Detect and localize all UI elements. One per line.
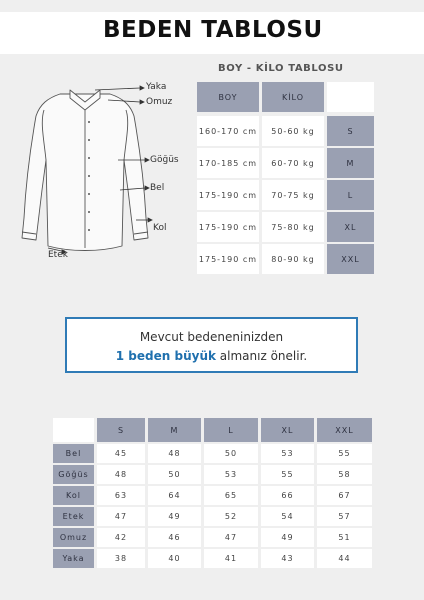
measure-cell: 49: [148, 507, 201, 526]
measure-cell: 65: [204, 486, 258, 505]
measure-row-label: Kol: [53, 486, 94, 505]
boy-kilo-cell-boy: 160-170 cm: [197, 116, 259, 146]
boy-kilo-cell-size: S: [327, 116, 374, 146]
boy-kilo-header-blank: [327, 82, 374, 112]
measure-row-label: Göğüs: [53, 465, 94, 484]
shirt-illustration-icon: [0, 60, 200, 280]
measure-cell: 44: [317, 549, 372, 568]
measure-cell: 43: [261, 549, 314, 568]
shirt-diagram: [0, 60, 200, 280]
measure-header-size: XL: [261, 418, 314, 442]
measure-cell: 54: [261, 507, 314, 526]
boy-kilo-cell-boy: 175-190 cm: [197, 212, 259, 242]
boy-kilo-cell-boy: 170-185 cm: [197, 148, 259, 178]
measure-cell: 42: [97, 528, 145, 547]
notice-highlight: 1 beden büyük: [115, 349, 216, 363]
boy-kilo-cell-boy: 175-190 cm: [197, 180, 259, 210]
label-yaka: Yaka: [146, 82, 167, 92]
measure-header-size: M: [148, 418, 201, 442]
measure-cell: 57: [317, 507, 372, 526]
boy-kilo-cell-size: M: [327, 148, 374, 178]
measure-cell: 49: [261, 528, 314, 547]
label-bel: Bel: [150, 183, 165, 193]
measure-cell: 47: [204, 528, 258, 547]
measure-cell: 67: [317, 486, 372, 505]
measure-cell: 48: [97, 465, 145, 484]
measure-cell: 53: [204, 465, 258, 484]
measure-cell: 66: [261, 486, 314, 505]
label-etek: Etek: [48, 250, 68, 260]
notice-line-2-rest: almanız önelir.: [215, 349, 308, 363]
measure-cell: 52: [204, 507, 258, 526]
boy-kilo-header-kilo: KİLO: [262, 82, 324, 112]
measure-row-label: Yaka: [53, 549, 94, 568]
measure-header-size: XXL: [317, 418, 372, 442]
boy-kilo-cell-kilo: 50-60 kg: [262, 116, 324, 146]
measure-cell: 50: [148, 465, 201, 484]
boy-kilo-cell-kilo: 75-80 kg: [262, 212, 324, 242]
label-kol: Kol: [153, 223, 167, 233]
measure-cell: 50: [204, 444, 258, 463]
boy-kilo-header-boy: BOY: [197, 82, 259, 112]
measure-cell: 53: [261, 444, 314, 463]
measure-header-size: S: [97, 418, 145, 442]
measure-cell: 51: [317, 528, 372, 547]
boy-kilo-cell-boy: 175-190 cm: [197, 244, 259, 274]
measure-cell: 55: [261, 465, 314, 484]
measure-cell: 64: [148, 486, 201, 505]
measure-row-label: Omuz: [53, 528, 94, 547]
measure-cell: 48: [148, 444, 201, 463]
boy-kilo-title: BOY - KİLO TABLOSU: [218, 63, 344, 74]
boy-kilo-cell-size: XL: [327, 212, 374, 242]
boy-kilo-cell-size: L: [327, 180, 374, 210]
boy-kilo-cell-kilo: 70-75 kg: [262, 180, 324, 210]
measure-row-label: Etek: [53, 507, 94, 526]
measure-cell: 38: [97, 549, 145, 568]
measure-cell: 45: [97, 444, 145, 463]
measure-cell: 58: [317, 465, 372, 484]
measure-cell: 63: [97, 486, 145, 505]
page-title: BEDEN TABLOSU: [103, 17, 323, 43]
boy-kilo-cell-size: XXL: [327, 244, 374, 274]
measure-header-size: L: [204, 418, 258, 442]
label-omuz: Omuz: [146, 97, 173, 107]
notice-line-1: Mevcut bedeneninizden: [139, 330, 284, 344]
measure-cell: 55: [317, 444, 372, 463]
measure-row-label: Bel: [53, 444, 94, 463]
notice-box: [65, 317, 358, 373]
label-gogus: Göğüs: [150, 155, 179, 165]
measure-cell: 46: [148, 528, 201, 547]
boy-kilo-cell-kilo: 80-90 kg: [262, 244, 324, 274]
measure-cell: 41: [204, 549, 258, 568]
measure-cell: 47: [97, 507, 145, 526]
boy-kilo-cell-kilo: 60-70 kg: [262, 148, 324, 178]
measure-header-corner: [53, 418, 94, 442]
notice-line-2: [67, 349, 356, 363]
measure-cell: 40: [148, 549, 201, 568]
